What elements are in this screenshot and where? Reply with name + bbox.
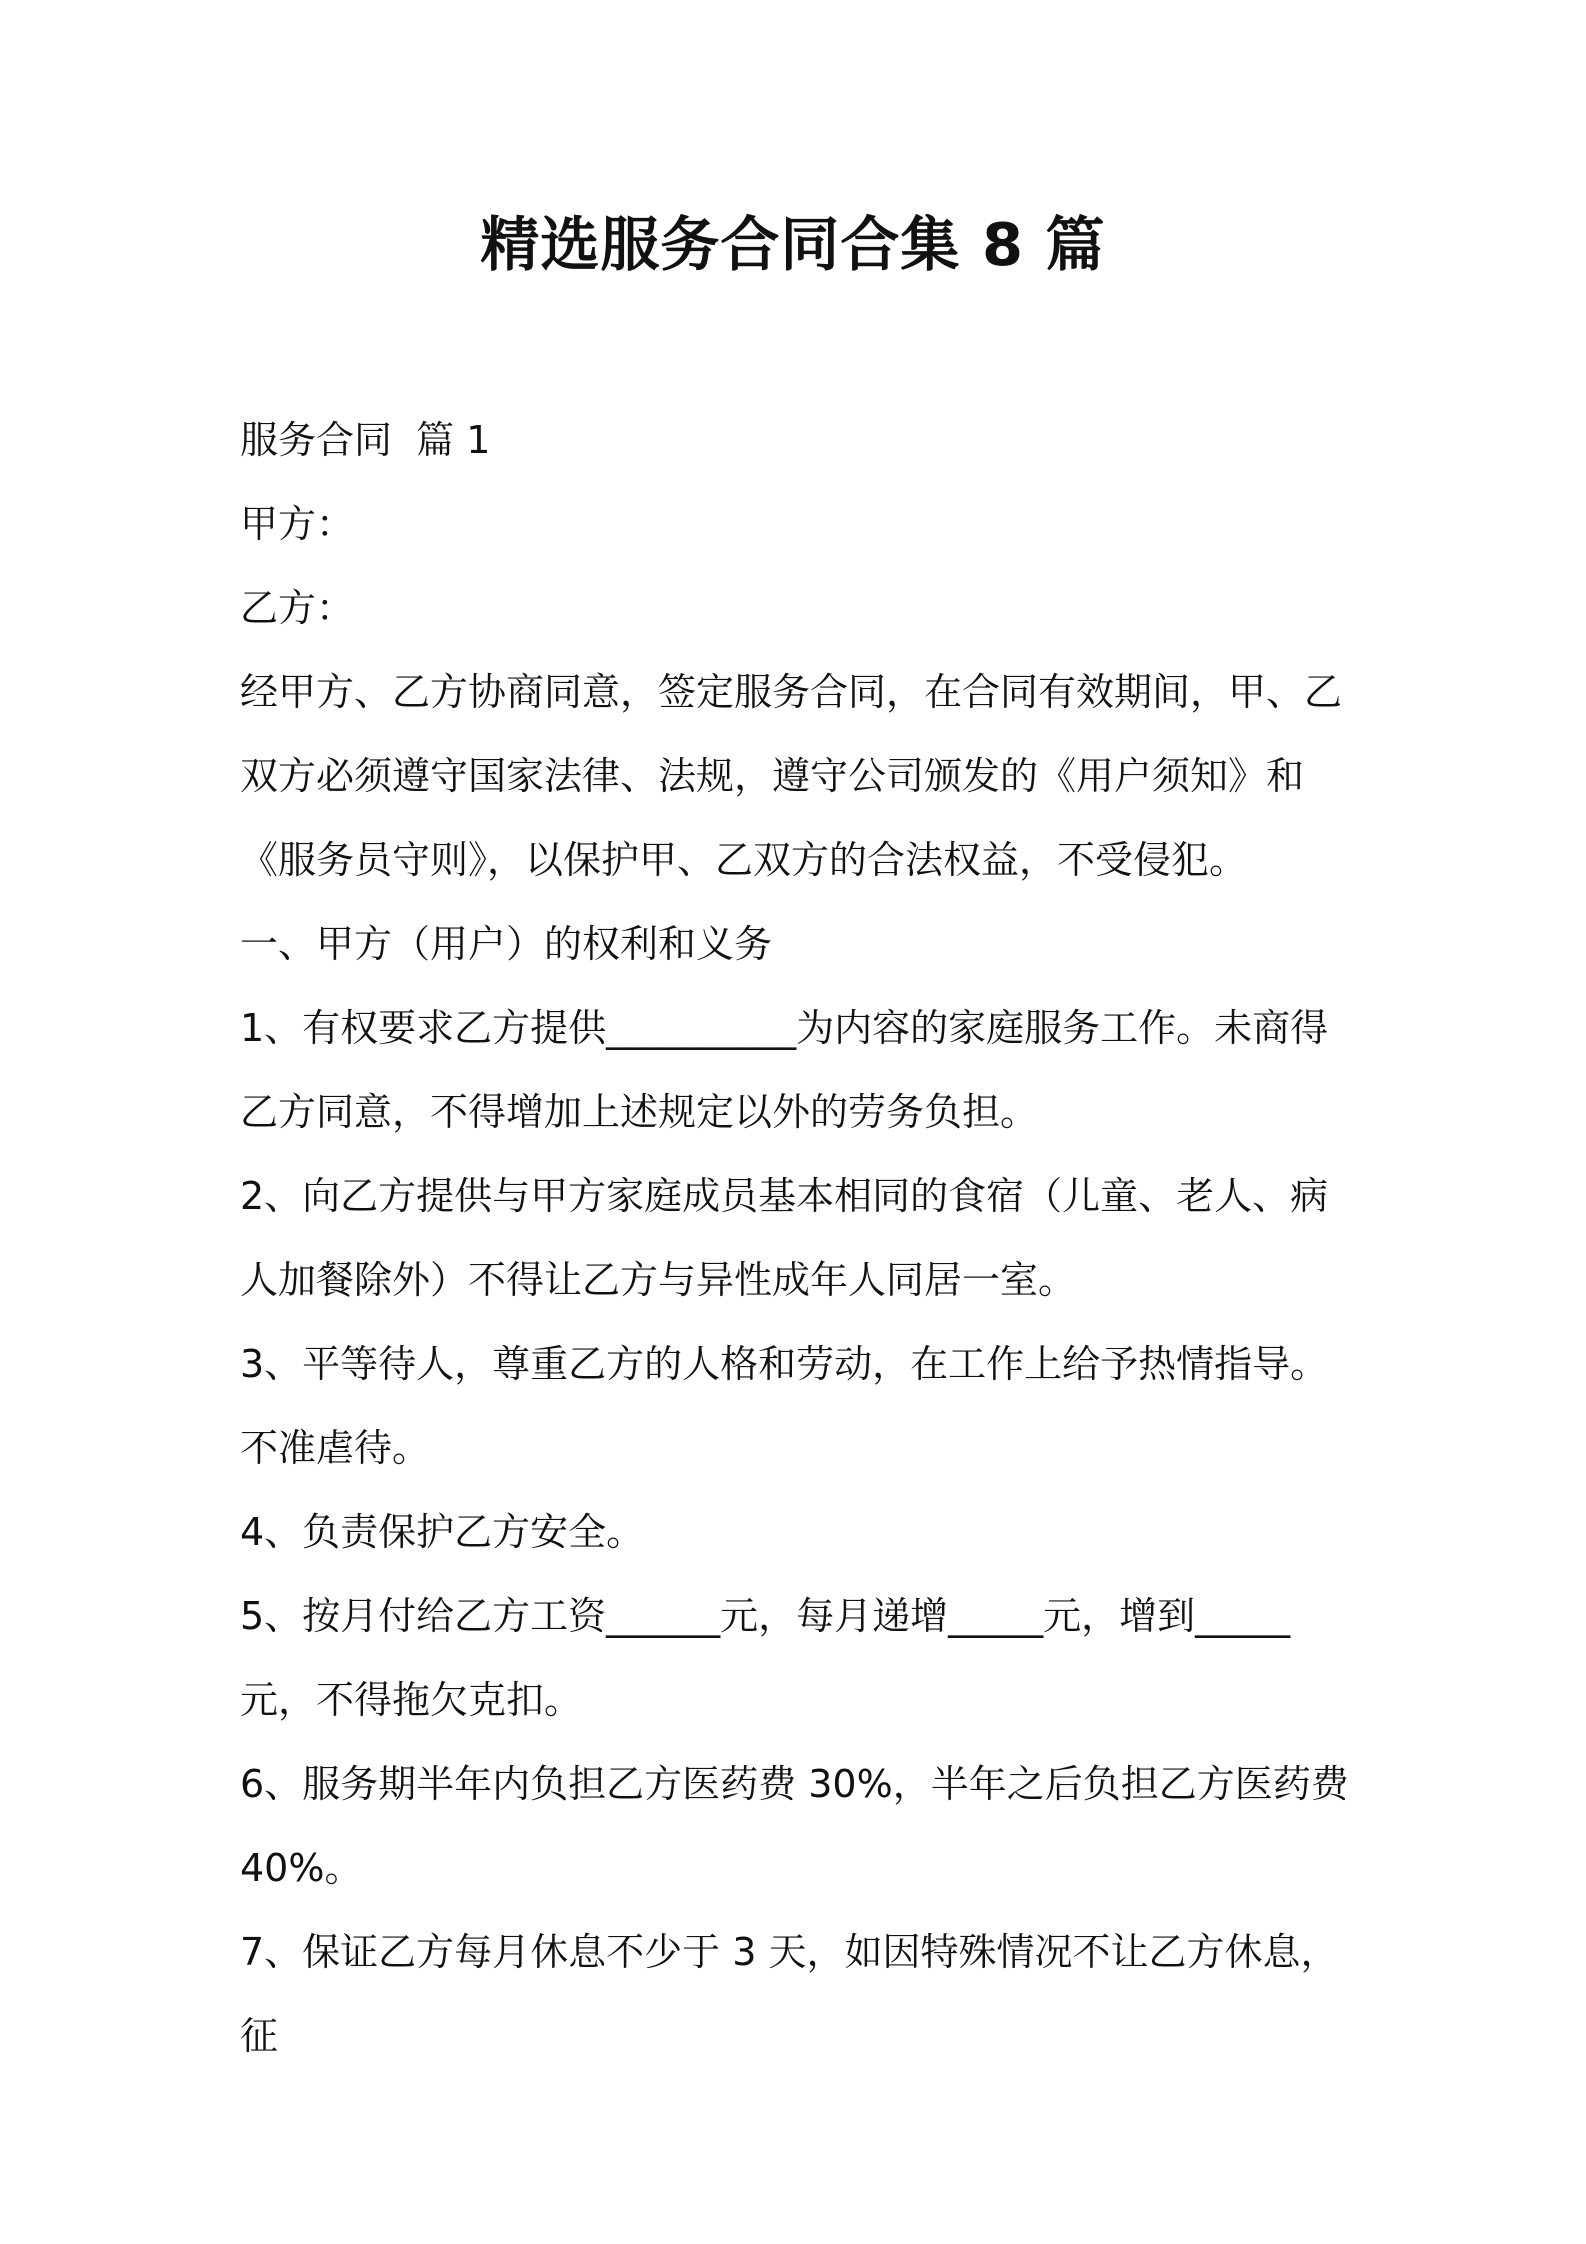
- clause-item: 6、服务期半年内负担乙方医药费 30%，半年之后负担乙方医药费 40%。: [240, 1762, 1361, 1890]
- party-b-line: 乙方：: [240, 586, 355, 630]
- document-body: [240, 398, 1361, 2078]
- clause-item: 5、按月付给乙方工资______元，每月递增_____元，增到_____元，不得拖欠克扣。: [240, 1594, 1291, 1722]
- section-heading: 服务合同 篇 1: [240, 418, 491, 462]
- clause-item: 3、平等待人，尊重乙方的人格和劳动，在工作上给予热情指导。不准虐待。: [240, 1342, 1329, 1470]
- intro-paragraph: 经甲方、乙方协商同意，签定服务合同，在合同有效期间，甲、乙双方必须遵守国家法律、法规，遵守公司颁发的《用户须知》和《服务员守则》，以保护甲、乙双方的合法权益，不受侵犯。: [240, 670, 1343, 882]
- clause-item: 1、有权要求乙方提供__________为内容的家庭服务工作。未商得乙方同意，不得增加上述规定以外的劳务负担。: [240, 1006, 1329, 1134]
- chapter-heading: 一、甲方（用户）的权利和义务: [240, 922, 773, 966]
- clause-item: 2、向乙方提供与甲方家庭成员基本相同的食宿（儿童、老人、病人加餐除外）不得让乙方与异性成年人同居一室。: [240, 1174, 1329, 1302]
- clause-item: 7、保证乙方每月休息不少于 3 天，如因特殊情况不让乙方休息，征: [240, 1930, 1339, 2058]
- document-title: 精选服务合同合集 8 篇: [480, 210, 1106, 279]
- clause-item: 4、负责保护乙方安全。: [240, 1510, 645, 1554]
- party-a-line: 甲方：: [240, 502, 355, 546]
